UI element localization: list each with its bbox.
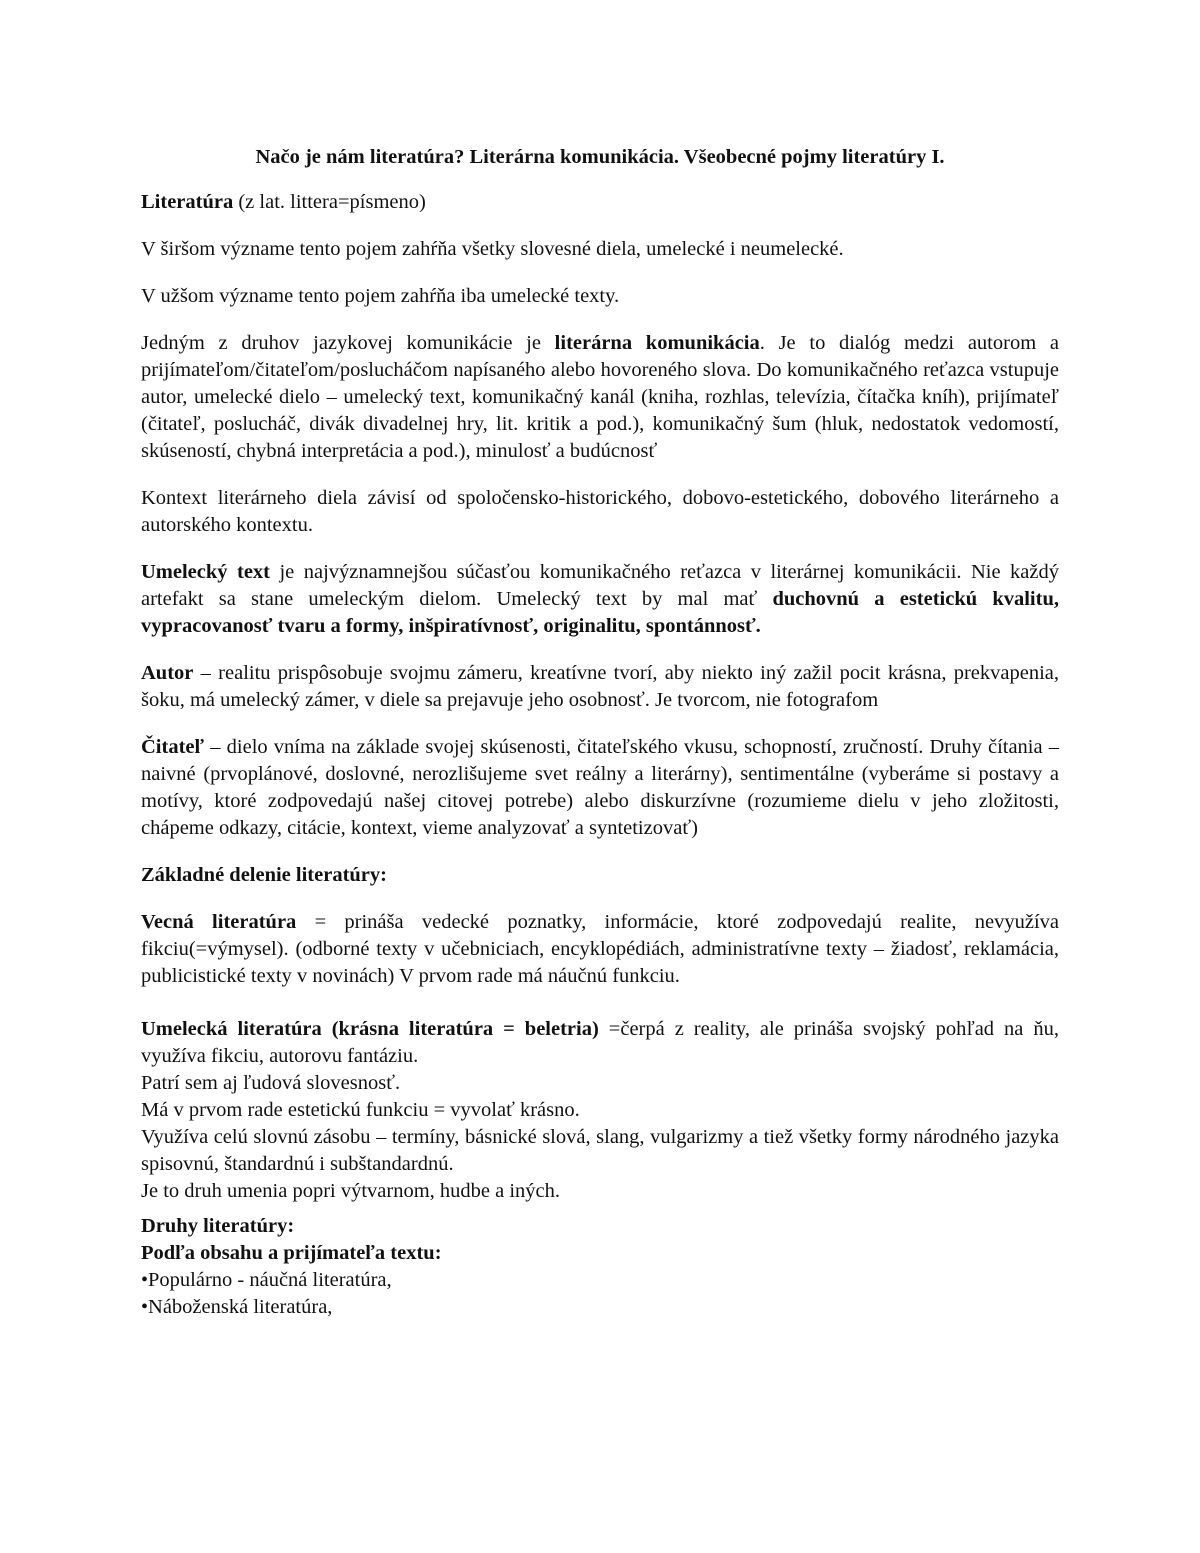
paragraph-literatura [141, 189, 1059, 216]
heading-text: Základné delenie literatúry: [141, 864, 387, 886]
heading-text: Druhy literatúry: [141, 1215, 295, 1237]
line-slovna-zasoba: Využíva celú slovnú zásobu – termíny, básnické slová, slang, vulgarizmy a tiež všetky formy národného jazyka spisovnú, štandardnú i subštandardnú. [141, 1126, 1059, 1175]
heading-podla-obsahu [141, 1240, 1059, 1267]
paragraph-text: =čerpá z reality, ale prináša svojský pohľad na ňu, využíva fikciu, autorovu fantáziu. [141, 1018, 1059, 1067]
term-vecna-literatura: Vecná literatúra [141, 911, 297, 933]
list-item: • Náboženská literatúra, [141, 1294, 1059, 1321]
paragraph-text: . Je to dialóg medzi autorom a prijímateľom/čitateľom/poslucháčom napísaného alebo hovoreného slova. Do komunikačného reťazca vstupuje autor, umelecké dielo – umelecký text, komunikačný kanál (kniha, rozhlas, televízia, čítačka kníh), prijímateľ (čitateľ, poslucháč, divák divadelnej hry, lit. kritik a pod.), komunikačný šum (hluk, nedostatok vedomostí, skúseností, chybná interpretácia a pod.), minulosť a budúcnosť [141, 332, 1059, 462]
paragraph-text: – dielo vníma na základe svojej skúsenosti, čitateľského vkusu, schopností, zručností. Druhy čítania – naivné (prvoplánové, doslovné, nerozlišujeme svet reálny a literárny), sentimentálne (vyberáme si postavy a motívy, ktoré zodpovedajú našej citovej potrebe) alebo diskurzívne (rozumieme dielu v jeho zložitosti, chápeme odkazy, citácie, kontext, vieme analyzovať a syntetizovať) [141, 736, 1059, 839]
paragraph-autor [141, 660, 1059, 714]
paragraph-citatel [141, 734, 1059, 842]
page-title: Načo je nám literatúra? Literárna komunikácia. Všeobecné pojmy literatúry I. [255, 146, 945, 168]
paragraph-text: Jedným z druhov jazykovej komunikácie je [141, 332, 555, 354]
paragraph-umelecky-text [141, 559, 1059, 640]
paragraph-umelecka-literatura [141, 1016, 1059, 1070]
heading-text: Podľa obsahu a prijímateľa textu: [141, 1242, 442, 1264]
term-umelecka-literatura: Umelecká literatúra (krásna literatúra = beletria) [141, 1018, 599, 1040]
heading-zakladne-delenie [141, 862, 1059, 889]
paragraph-kontext: Kontext literárneho diela závisí od spoločensko-historického, dobovo-estetického, dobového literárneho a autorského kontextu. [141, 487, 1059, 536]
paragraph-text: – realitu prispôsobuje svojmu zámeru, kreatívne tvorí, aby niekto iný zažil pocit krásna, prekvapenia, šoku, má umelecký zámer, v diele sa prejavuje jeho osobnosť. Je tvorcom, nie fotografom [141, 662, 1059, 711]
term-umelecky-text: Umelecký text [141, 561, 270, 583]
term-literarna-komunikacia: literárna komunikácia [554, 332, 760, 354]
paragraph-text: (z lat. littera=písmeno) [233, 191, 426, 213]
paragraph-vecna-literatura [141, 909, 1059, 990]
line-ludova-slovesnost: Patrí sem aj ľudová slovesnosť. [141, 1072, 401, 1094]
paragraph-text: je najvýznamnejšou súčasťou komunikačného reťazca v literárnej komunikácii. Nie každý artefakt sa stane umeleckým dielom. Umelecký text by mal mať [141, 561, 1059, 610]
heading-druhy-literatury [141, 1213, 1059, 1240]
term-citatel: Čitateľ [141, 736, 205, 758]
line-esteticka-funkcia: Má v prvom rade estetickú funkciu = vyvolať krásno. [141, 1099, 580, 1121]
paragraph-text: = prináša vedecké poznatky, informácie, ktoré zodpovedajú realite, nevyužíva fikciu(=výmysel). (odborné texty v učebniciach, encyklopédiách, administratívne texty – žiadosť, reklamácia, publicistické texty v novinách) V prvom rade má náučnú funkciu. [141, 911, 1059, 987]
term-kvality: duchovnú a estetickú kvalitu, vypracovanosť tvaru a formy, inšpiratívnosť, originalitu, spontánnosť. [141, 588, 1059, 637]
term-literatura: Literatúra [141, 191, 234, 213]
paragraph-uzsi-vyznam: V užšom význame tento pojem zahŕňa iba umelecké texty. [141, 285, 620, 307]
line-druh-umenia: Je to druh umenia popri výtvarnom, hudbe a iných. [141, 1180, 561, 1202]
paragraph-sirsi-vyznam: V širšom význame tento pojem zahŕňa všetky slovesné diela, umelecké i neumelecké. [141, 238, 844, 260]
list-item: • Populárno - náučná literatúra, [141, 1267, 1059, 1294]
paragraph-literarna-komunikacia [141, 330, 1059, 465]
term-autor: Autor [141, 662, 194, 684]
